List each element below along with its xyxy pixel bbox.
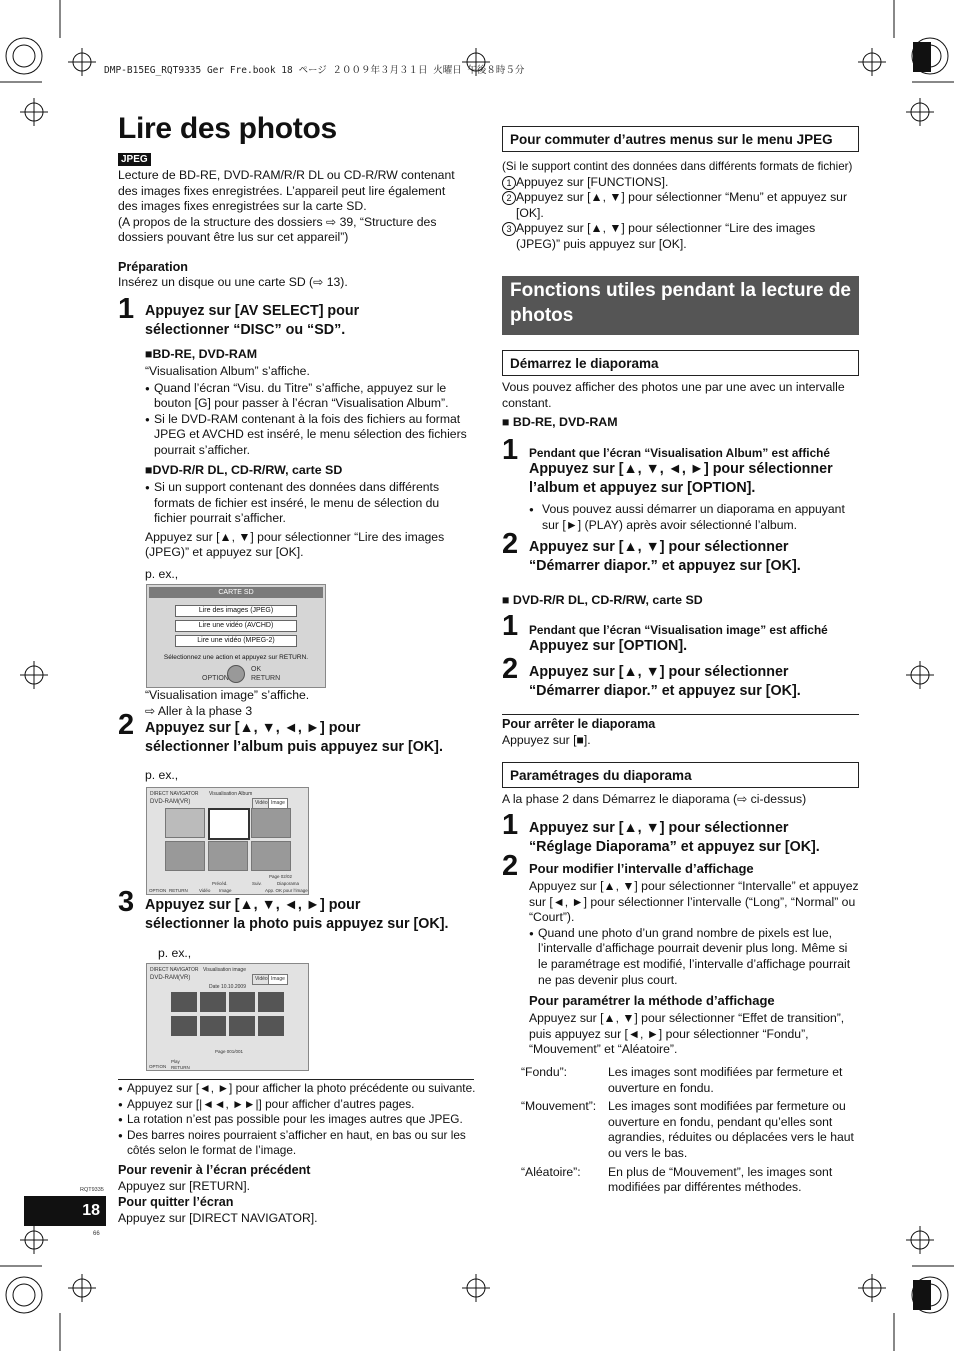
step-line: Appuyez sur [▲, ▼] pour sélectionner xyxy=(529,820,789,836)
step-line: sélectionner la photo puis appuyez sur [OK]. xyxy=(145,916,449,932)
intro-line: des images fixes enregistrées. L’appareil peut lire également xyxy=(118,183,446,198)
bd-title: ■ BD-RE, DVD-RAM xyxy=(502,415,618,429)
step-line: “Démarrer diapor.” et appuyez sur [OK]. xyxy=(529,558,801,574)
switch-menu-block xyxy=(502,159,862,253)
method-title: Pour paramétrer la méthode d’affichage xyxy=(529,993,775,1009)
dpad-icon xyxy=(227,665,245,683)
album-video: Vidéo xyxy=(199,888,211,893)
step-line: Appuyez sur [▲, ▼, ◄, ►] pour sélectionner xyxy=(529,461,833,477)
definition-row xyxy=(521,1099,861,1161)
album-prev: Précéd. xyxy=(212,881,228,886)
sd-ok: OK xyxy=(251,666,262,673)
dvd-step2 xyxy=(529,663,801,701)
dvd-title: ■ DVD-R/R DL, CD-R/RW, carte SD xyxy=(502,593,703,607)
step-circle: 2 xyxy=(502,191,516,205)
sd-return: RETURN xyxy=(251,675,281,682)
back-title: Pour revenir à l’écran précédent xyxy=(118,1163,311,1177)
album-mode: Visualisation Album xyxy=(209,791,253,797)
step-line: “Réglage Diaporama” et appuyez sur [OK]. xyxy=(529,839,820,855)
dvdr-title: ■DVD-R/R DL, CD-R/RW, carte SD xyxy=(145,463,343,477)
switch-step: Appuyez sur [▲, ▼] pour sélectionner “Lire des images (JPEG)” puis appuyez sur [OK]. xyxy=(516,221,816,251)
example-label: p. ex., xyxy=(145,567,179,581)
interval-bullet: ● Quand une photo d’un grand nombre de pixels est lue, l’intervalle d’affichage pourrait devenir plus long. Même si le paramétrage est modifié, l’intervalle d’affichage pourrait ne pas devenir plus court. xyxy=(529,926,859,988)
intro-line: Lecture de BD-RE, DVD-RAM/R/R DL ou CD-R/RW contenant xyxy=(118,168,455,182)
page-title: Lire des photos xyxy=(118,112,337,145)
settings-step1 xyxy=(529,819,820,857)
back-text: Appuyez sur [RETURN]. xyxy=(118,1179,251,1193)
quit-title: Pour quitter l’écran xyxy=(118,1195,234,1209)
sub-page-number: 66 xyxy=(93,1231,100,1237)
interval-text: Appuyez sur [▲, ▼] pour sélectionner “Intervalle” et appuyez sur [◄, ►] pour sélectionner l’intervalle (“Long”, “Normal” ou “Court”). xyxy=(529,879,859,925)
definition-desc: En plus de “Mouvement”, les images sont modifiées par différentes méthodes. xyxy=(608,1164,833,1195)
step1-text xyxy=(145,302,359,340)
file-header-line: DMP-B15EG_RQT9335 Ger Fre.book 18 ページ ２００９年３月３１日 火曜日 午後８時５分 xyxy=(104,65,525,76)
image-thumbnail xyxy=(229,1016,255,1036)
image-play: Play xyxy=(171,1059,180,1064)
sd-message: Sélectionnez une action et appuyez sur RETURN. xyxy=(163,654,309,661)
tips-list xyxy=(118,1081,478,1159)
quit-text: Appuyez sur [DIRECT NAVIGATOR]. xyxy=(118,1211,318,1225)
settings-header: Paramétrages du diaporama xyxy=(502,762,859,788)
tab-image: Image xyxy=(268,798,288,809)
image-thumbnail xyxy=(258,992,284,1012)
step-line: Appuyez sur [▲, ▼, ◄, ►] pour xyxy=(145,897,361,913)
divider xyxy=(118,1079,474,1080)
sd-option: Lire des images (JPEG) xyxy=(175,605,297,617)
step3-text xyxy=(145,896,448,934)
album-page: Page 02/02 xyxy=(269,874,293,879)
definition-term: “Fondu”: xyxy=(521,1065,568,1079)
image-thumbnail xyxy=(200,992,226,1012)
album-thumbnail-grid xyxy=(165,808,291,872)
stop-text: Appuyez sur [■]. xyxy=(502,733,591,747)
album-option: OPTION xyxy=(149,888,167,893)
goto-phase: ⇨ Aller à la phase 3 xyxy=(145,704,253,718)
image-nav: DIRECT NAVIGATOR xyxy=(150,967,199,973)
step-line: sélectionner l’album puis appuyez sur [OK]. xyxy=(145,739,443,755)
stop-title: Pour arrêter le diaporama xyxy=(502,717,656,731)
image-return: RETURN xyxy=(171,1065,190,1070)
album-return: RETURN xyxy=(169,888,188,893)
interval-title: Pour modifier l’intervalle d’affichage xyxy=(529,861,754,876)
image-thumbnail xyxy=(171,992,197,1012)
step-number: 1 xyxy=(502,809,519,841)
definition-desc: Les images sont modifiées par fermeture ou ouverture en fondu, pendant qu’elles sont agrandies, réduites ou déplacées vers le haut ou vers le bas. xyxy=(608,1099,854,1160)
step-line: l’album et appuyez sur [OPTION]. xyxy=(529,480,756,496)
album-thumbnail xyxy=(165,841,205,871)
album-thumbnail xyxy=(251,808,291,838)
tab-image: Image xyxy=(268,974,288,985)
method-text: Appuyez sur [▲, ▼] pour sélectionner “Effet de transition”, puis appuyez sur [◄, ►] pour sélectionner “Fondu”, “Mouvement” et “Aléatoire”. xyxy=(529,1011,845,1057)
image-thumbnail xyxy=(171,1016,197,1036)
step-line: Appuyez sur [OPTION]. xyxy=(529,638,688,654)
image-thumbnail-grid xyxy=(171,992,289,1044)
album-drive: DVD-RAM(VR) xyxy=(150,799,191,805)
sd-option: Lire une vidéo (MPEG-2) xyxy=(175,635,297,647)
intro-line: dossiers pouvant être lus sur cet appareil”) xyxy=(118,230,349,245)
step-number: 2 xyxy=(118,709,135,741)
tip-item: ● Appuyez sur [|◄◄, ►►|] pour afficher d’autres pages. xyxy=(118,1097,478,1113)
bd-step1-context: Pendant que l’écran “Visualisation Album” est affiché xyxy=(529,446,830,460)
definition-term: “Mouvement”: xyxy=(521,1099,597,1114)
example-label: p. ex., xyxy=(145,768,179,782)
step-line: Appuyez sur [▲, ▼] pour sélectionner xyxy=(529,664,789,680)
album-thumbnail xyxy=(208,841,248,871)
step-line: Appuyez sur [AV SELECT] pour xyxy=(145,303,360,319)
album-thumbnail xyxy=(251,841,291,871)
step-line: Appuyez sur [▲, ▼] pour sélectionner xyxy=(529,539,789,555)
step-number: 1 xyxy=(502,610,519,642)
settings-intro: A la phase 2 dans Démarrez le diaporama (⇨ ci-dessus) xyxy=(502,792,807,806)
prep-title: Préparation xyxy=(118,260,188,274)
image-thumbnail xyxy=(200,1016,226,1036)
switch-step: Appuyez sur [FUNCTIONS]. xyxy=(516,174,669,189)
definition-term: “Aléatoire”: xyxy=(521,1164,581,1179)
dvd-step1 xyxy=(529,623,859,656)
tab-video: Vidéo xyxy=(252,974,271,985)
bdre-title: ■BD-RE, DVD-RAM xyxy=(145,347,258,361)
image-thumbnail xyxy=(229,992,255,1012)
switch-step: Appuyez sur [▲, ▼] pour sélectionner “Menu” et appuyez sur [OK]. xyxy=(516,190,848,220)
settings-step2 xyxy=(529,861,859,1058)
step2-text xyxy=(145,719,443,757)
switch-note: (Si le support contint des données dans différents formats de fichier) xyxy=(502,160,853,173)
album-next: Suiv. xyxy=(252,881,262,886)
slideshow-intro: Vous pouvez afficher des photos une par une avec un intervalle constant. xyxy=(502,380,845,410)
intro-line: (A propos de la structure des dossiers ⇨ 39, “Structure des xyxy=(118,214,437,229)
image-thumbnail xyxy=(258,1016,284,1036)
definition-desc: Les images sont modifiées par fermeture et ouverture en fondu. xyxy=(608,1065,843,1095)
sd-menu-screenshot xyxy=(146,584,326,688)
step-number: 2 xyxy=(502,850,519,882)
after-screen-note: “Visualisation image” s’affiche. xyxy=(145,688,310,702)
step-line: “Démarrer diapor.” et appuyez sur [OK]. xyxy=(529,683,801,699)
sd-option: Lire une vidéo (AVCHD) xyxy=(175,620,297,632)
page-number: 18 xyxy=(82,1202,100,1219)
divider xyxy=(502,714,859,715)
image-page: Page 001/001 xyxy=(215,1049,244,1054)
step-circle: 3 xyxy=(502,222,516,236)
example-label: p. ex., xyxy=(158,946,192,960)
album-slideshow: Diaporama xyxy=(277,881,300,886)
definition-row xyxy=(521,1065,861,1096)
tab-video: Vidéo xyxy=(252,798,271,809)
image-drive: DVD-RAM(VR) xyxy=(150,975,191,981)
slideshow-header: Démarrez le diaporama xyxy=(502,350,859,376)
bdre-note: “Visualisation Album” s’affiche. xyxy=(145,364,310,378)
album-thumbnail-selected xyxy=(208,808,250,840)
effect-definitions xyxy=(521,1065,861,1196)
step-line: Appuyez sur [▲, ▼, ◄, ►] pour xyxy=(145,720,361,736)
step-number: 1 xyxy=(118,293,135,325)
bd-step1-note: ● Vous pouvez aussi démarrer un diaporama en appuyant sur [►] (PLAY) après avoir sélectionné l’album. xyxy=(529,502,859,533)
step-number: 2 xyxy=(502,653,519,685)
jpeg-tag: JPEG xyxy=(118,153,151,166)
image-mode: Visualisation image xyxy=(203,967,246,973)
step-number: 1 xyxy=(502,434,519,466)
bdre-block xyxy=(145,364,475,459)
step-number: 3 xyxy=(118,886,135,918)
image-date: Date 10.10.2009 xyxy=(209,984,246,990)
dvd-step1-context: Pendant que l’écran “Visualisation image” est affiché xyxy=(529,623,828,637)
album-app: App. OK pour l’image xyxy=(265,888,308,893)
bdre-bullet: ● Si le DVD-RAM contenant à la fois des fichiers au format JPEG et AVCHD est inséré, le menu sélection des fichiers pourrait s’afficher. xyxy=(145,412,475,459)
bd-step1 xyxy=(529,446,859,533)
tip-item: ● Appuyez sur [◄, ►] pour afficher la photo précédente ou suivante. xyxy=(118,1081,478,1097)
album-view-screenshot xyxy=(146,787,309,895)
intro-line: des images fixes enregistrées sur la carte SD. xyxy=(118,199,367,214)
model-code: RQT9335 xyxy=(80,1187,104,1193)
bdre-bullet: ● Quand l’écran “Visu. du Titre” s’affiche, appuyez sur le bouton [G] pour passer à l’écran “Visualisation Album”. xyxy=(145,381,475,412)
album-image: Image xyxy=(219,888,232,893)
step-number: 2 xyxy=(502,528,519,560)
sd-screen-title: CARTE SD xyxy=(149,587,323,598)
step-line: sélectionner “DISC” ou “SD”. xyxy=(145,322,346,338)
dvdr-bullet: ● Si un support contenant des données dans différents formats de fichier est inséré, le menu de sélection du fichier pourrait s’afficher. xyxy=(145,480,475,527)
album-thumbnail xyxy=(165,808,205,838)
intro-text xyxy=(118,168,478,246)
definition-row xyxy=(521,1165,861,1196)
step-circle: 1 xyxy=(502,176,516,190)
dvdr-text: Appuyez sur [▲, ▼] pour sélectionner “Lire des images (JPEG)” et appuyez sur [OK]. xyxy=(145,529,445,560)
dvdr-block xyxy=(145,480,475,561)
section-header: Fonctions utiles pendant la lecture de photos xyxy=(502,276,859,335)
album-nav: DIRECT NAVIGATOR xyxy=(150,791,199,797)
prep-text: Insérez un disque ou une carte SD (⇨ 13). xyxy=(118,275,348,289)
switch-menu-header: Pour commuter d’autres menus sur le menu JPEG xyxy=(502,126,859,152)
image-option: OPTION xyxy=(149,1064,167,1069)
tip-item: ● Des barres noires pourraient s’afficher en haut, en bas ou sur les côtés selon le format de l’image. xyxy=(118,1128,478,1159)
page-number-box xyxy=(24,1196,106,1226)
tip-item: ● La rotation n’est pas possible pour les images autres que JPEG. xyxy=(118,1112,478,1128)
image-view-screenshot xyxy=(146,963,309,1071)
sd-option-label: OPTION xyxy=(202,675,229,682)
bd-step2 xyxy=(529,538,801,576)
